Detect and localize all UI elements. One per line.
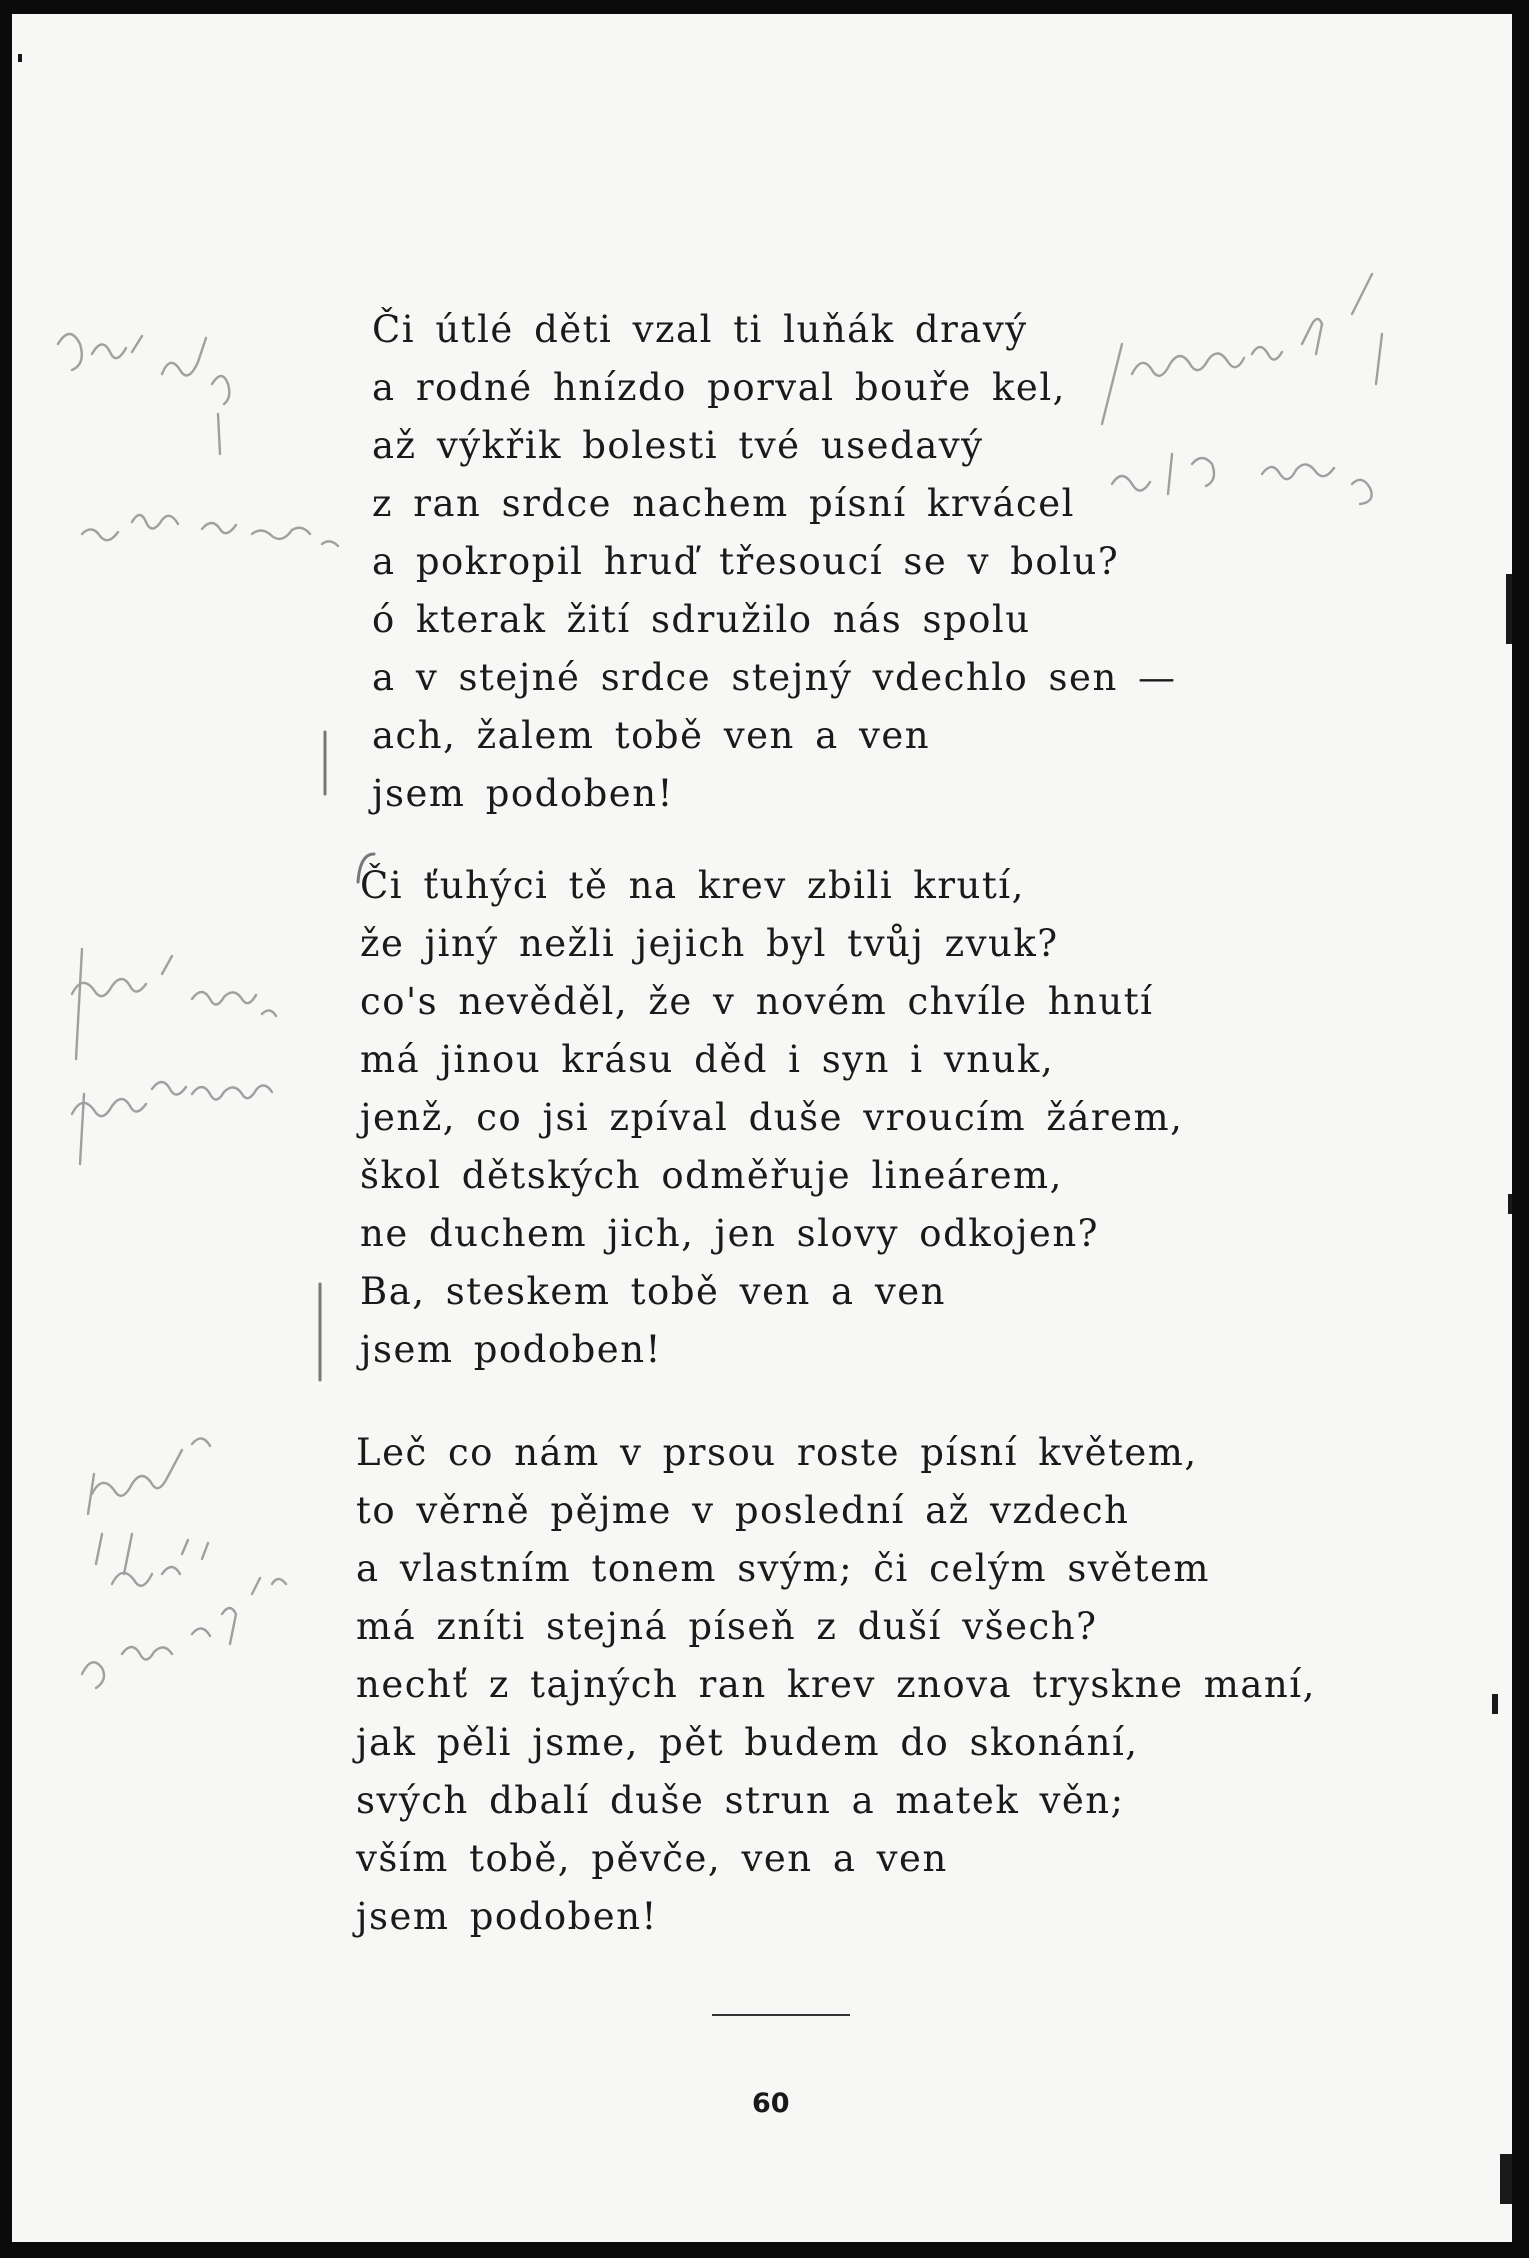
poem-line: ó kterak žití sdružilo nás spolu [372, 598, 1031, 641]
poem-line: že jiný nežli jejich byl tvůj zvuk? [360, 922, 1059, 965]
poem-line: a rodné hnízdo porval bouře kel, [372, 366, 1066, 409]
poem-line: z ran srdce nachem písní krvácel [372, 482, 1075, 525]
pencil-scribble [72, 1082, 272, 1164]
scan-speck [18, 54, 22, 62]
pencil-scribble [96, 1534, 208, 1586]
scan-speck [1506, 574, 1512, 644]
poem-line: co's nevěděl, že v novém chvíle hnutí [360, 980, 1154, 1023]
poem-line: nechť z tajných ran krev znova tryskne maní, [356, 1663, 1316, 1706]
poem-line: Či ťuhýci tě na krev zbili krutí, [360, 864, 1025, 907]
poem-line: Či útlé děti vzal ti luňák dravý [372, 308, 1028, 351]
separator-rule [712, 2014, 850, 2016]
poem-line: ne duchem jich, jen slovy odkojen? [360, 1212, 1099, 1255]
poem-line: ach, žalem tobě ven a ven [372, 714, 931, 757]
poem-line: má zníti stejná píseň z duší všech? [356, 1605, 1098, 1648]
poem-line: to věrně pějme v poslední až vzdech [356, 1489, 1130, 1532]
scan-speck [1508, 1194, 1512, 1214]
stanza-1 [372, 301, 1177, 823]
pencil-scribble [58, 334, 229, 454]
poem-line: jak pěli jsme, pět budem do skonání, [356, 1721, 1139, 1764]
book-page [12, 14, 1512, 2242]
poem-line: a v stejné srdce stejný vdechlo sen — [372, 656, 1177, 699]
pencil-scribble [72, 949, 276, 1059]
poem-line: jsem podoben! [360, 1328, 662, 1371]
poem-line: až výkřik bolesti tvé usedavý [372, 424, 984, 467]
poem-line: jsem podoben! [372, 772, 674, 815]
poem-line: svých dbalí duše strun a matek věn; [356, 1779, 1125, 1822]
scan-speck [1492, 1694, 1498, 1714]
stanza-3 [356, 1424, 1316, 1946]
poem-line: má jinou krásu děd i syn i vnuk, [360, 1038, 1055, 1081]
poem-line: Ba, steskem tobě ven a ven [360, 1270, 947, 1313]
pencil-scribble [88, 1438, 210, 1514]
pencil-scribble [82, 1578, 286, 1688]
poem-line: škol dětských odměřuje lineárem, [360, 1154, 1063, 1197]
poem-line: vším tobě, pěvče, ven a ven [356, 1837, 948, 1880]
poem-line: Leč co nám v prsou roste písní květem, [356, 1431, 1198, 1474]
poem-line: jsem podoben! [356, 1895, 658, 1938]
page-number: 60 [752, 2088, 790, 2119]
stanza-2 [360, 857, 1183, 1379]
poem-line: jenž, co jsi zpíval duše vroucím žárem, [360, 1096, 1184, 1139]
poem-line: a vlastním tonem svým; či celým světem [356, 1547, 1210, 1590]
scan-speck [1500, 2154, 1512, 2204]
poem-line: a pokropil hruď třesoucí se v bolu? [372, 540, 1120, 583]
pencil-scribble [82, 515, 338, 546]
